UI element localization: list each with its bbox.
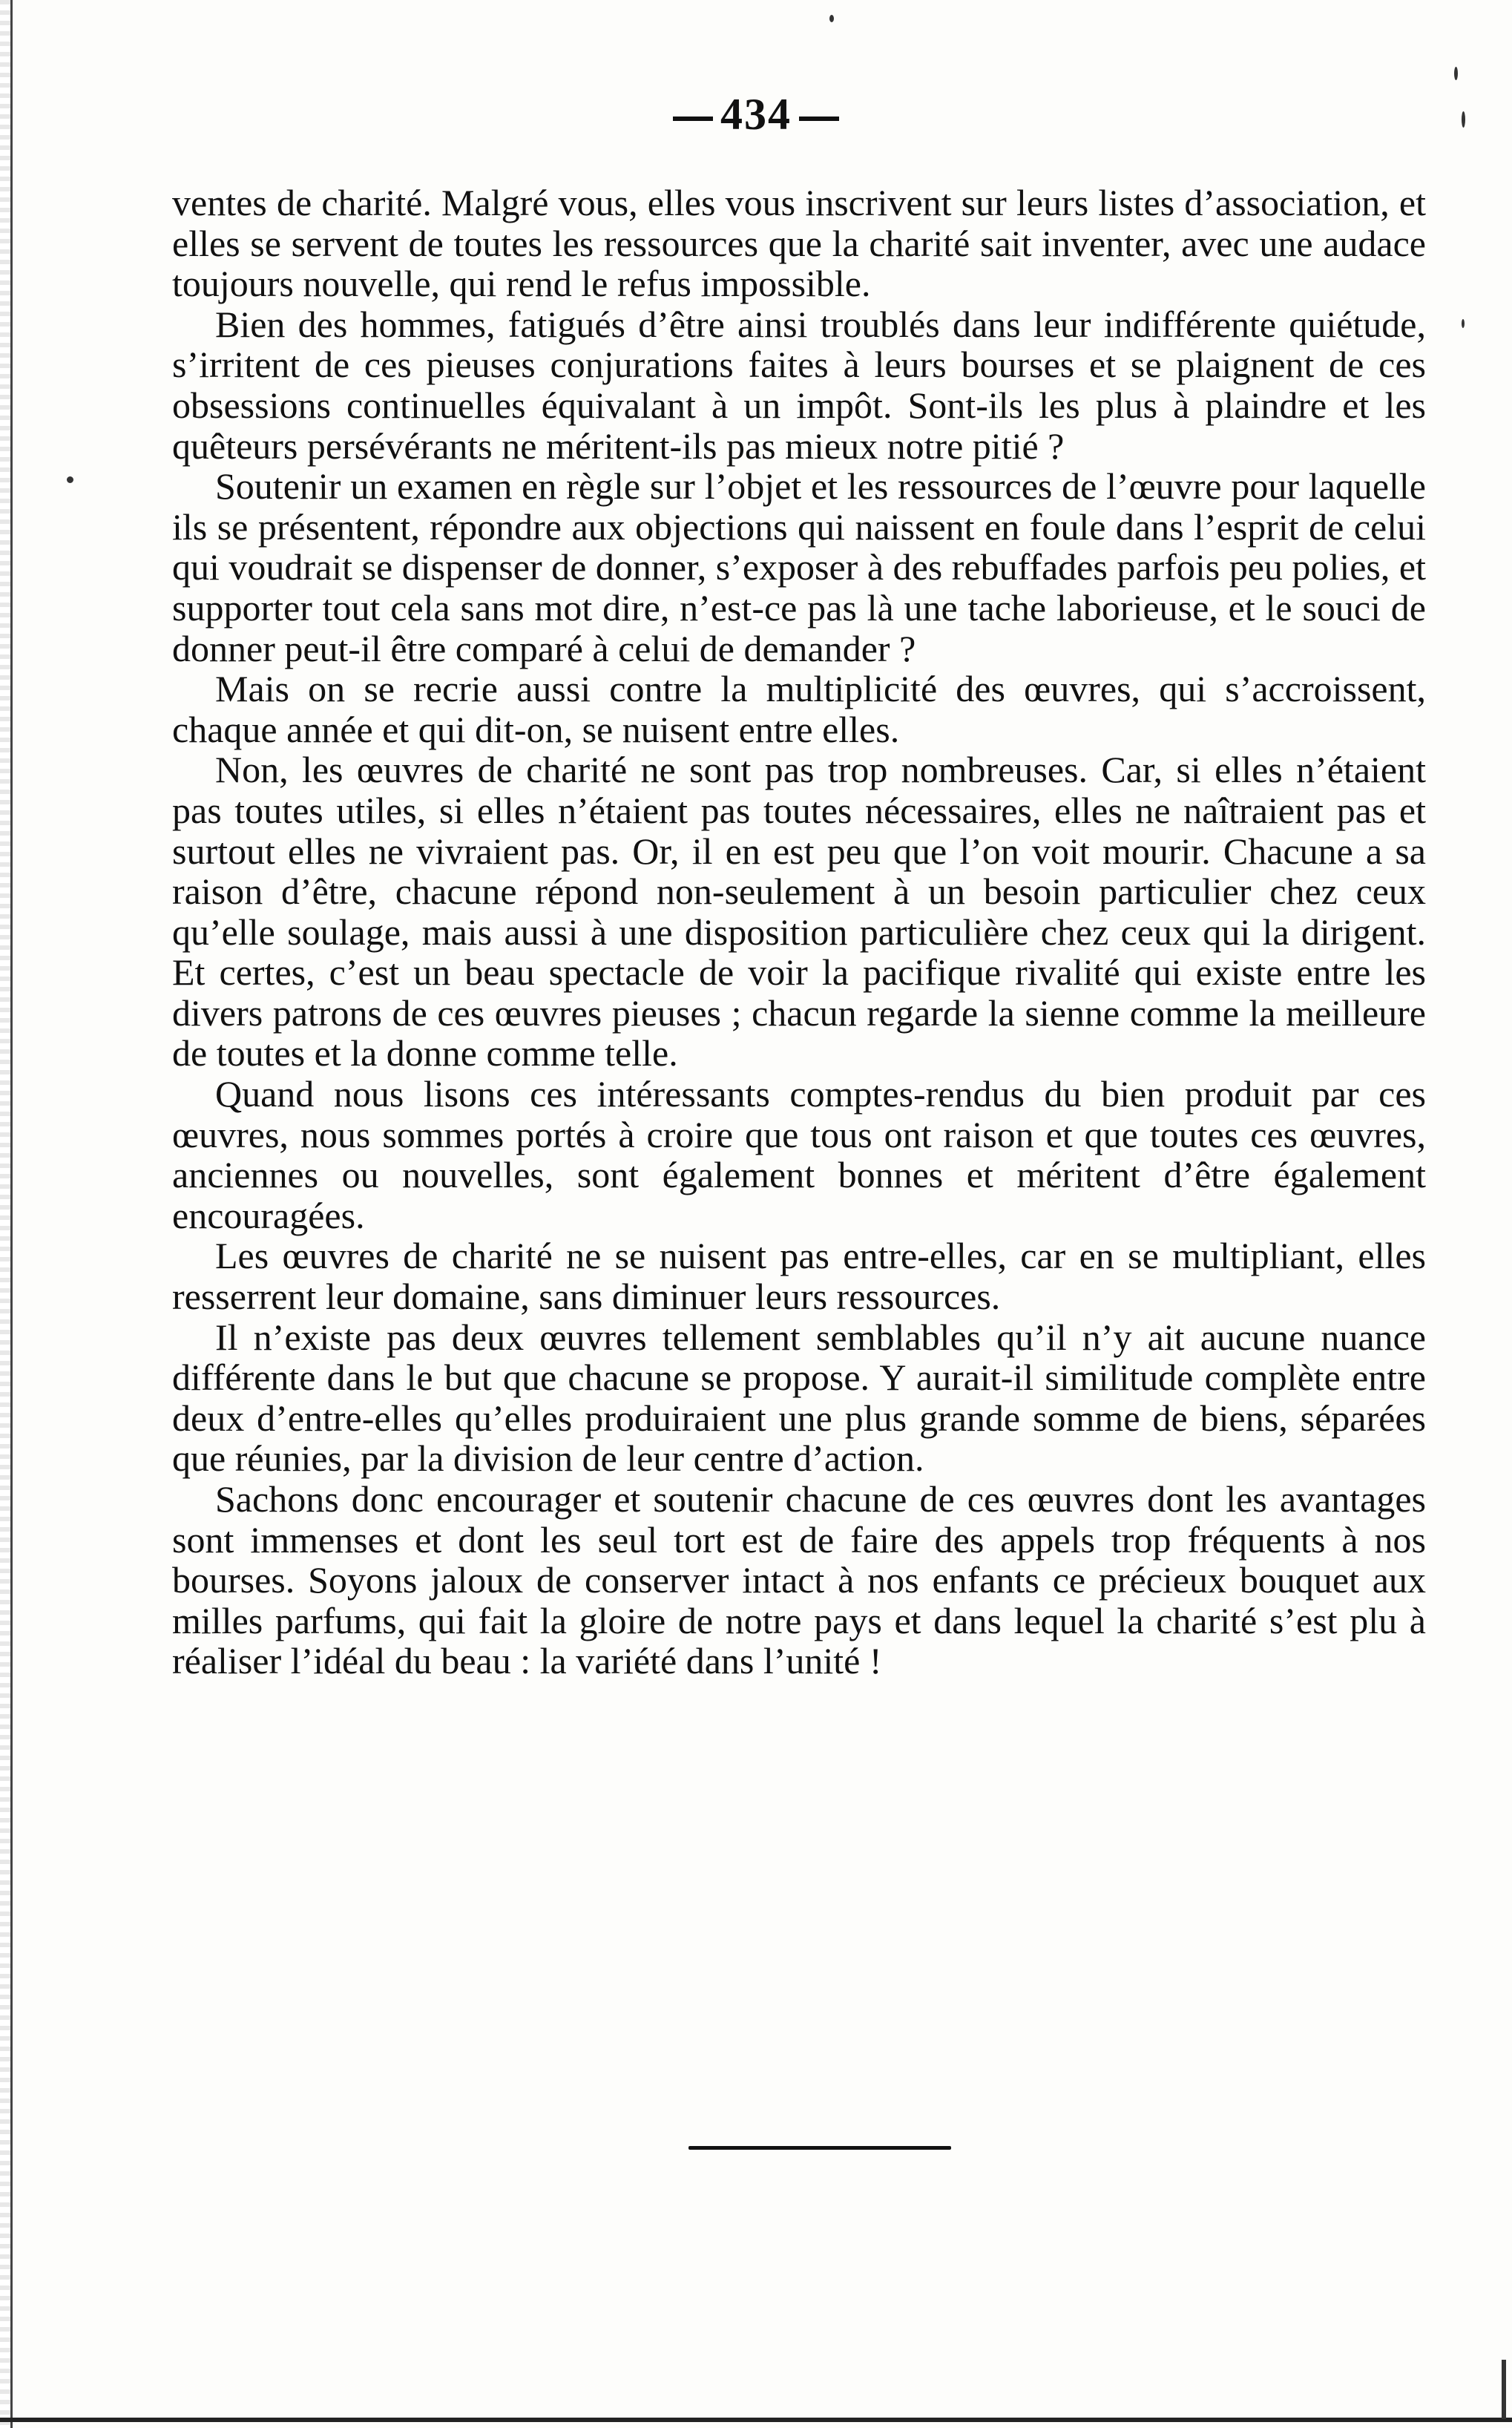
paragraph-7: Les œuvres de charité ne se nuisent pas entre-elles, car en se multipliant, elles resserrent leur domaine, sans diminuer leurs ressources. xyxy=(172,1235,1426,1318)
page-number: 434 xyxy=(720,90,792,139)
paragraph-2: Bien des hommes, fatigués d’être ainsi troublés dans leur indifférente quiétude, s’irritent de ces pieuses conjurations faites à leurs bourses et se plaignent de ces obsessions continuelles équivalant à un impôt. Sont-ils les plus à plaindre et les quêteurs persévérants ne méritent-ils pas mieux notre pitié ? xyxy=(172,303,1426,467)
paragraph-3: Soutenir un examen en règle sur l’objet et les ressources de l’œuvre pour laquelle ils se présentent, répondre aux objections qui naissent en foule dans l’esprit de celui qui voudrait se dispenser de donner, s’exposer à des rebuffades parfois peu polies, et supporter tout cela sans mot dire, n’est-ce pas là une tache laborieuse, et le souci de donner peut-il être comparé à celui de demander ? xyxy=(172,465,1426,669)
end-rule xyxy=(688,2146,951,2150)
paragraph-1: ventes de charité. Malgré vous, elles vous inscrivent sur leurs listes d’association, et elles se servent de toutes les ressources que la charité sait inventer, avec une audace toujours nouvelle, qui rend le refus impossible. xyxy=(172,182,1426,305)
scan-speck xyxy=(67,476,73,483)
page-number-header xyxy=(0,89,1512,140)
scan-speck xyxy=(1462,319,1465,328)
scan-speck xyxy=(1462,111,1465,128)
page-left-edge xyxy=(0,0,13,2428)
page-bottom-edge xyxy=(0,2418,1512,2422)
paragraph-6: Quand nous lisons ces intéressants comptes-rendus du bien produit par ces œuvres, nous sommes portés à croire que tous ont raison et que toutes ces œuvres, anciennes ou nouvelles, sont également bonnes et méritent d’être également encouragées. xyxy=(172,1073,1426,1236)
scan-speck xyxy=(1454,67,1458,80)
paragraph-8: Il n’existe pas deux œuvres tellement semblables qu’il n’y ait aucune nuance différente dans le but que chacune se propose. Y aurait-il similitude complète entre deux d’entre-elles qu’elles produiraient une plus grande somme de biens, séparées que réunies, par la division de leur centre d’action. xyxy=(172,1316,1426,1480)
scan-speck xyxy=(829,15,834,22)
paragraph-5: Non, les œuvres de charité ne sont pas trop nombreuses. Car, si elles n’étaient pas toutes utiles, si elles n’étaient pas toutes nécessaires, elles ne naîtraient pas et surtout elles ne vivraient pas. Or, il en est peu que l’on voit mourir. Chacune a sa raison d’être, chacune répond non-seulement à un besoin particulier chez ceux qu’elle soulage, mais aussi à une disposition particulière chez ceux qui la dirigent. Et certes, c’est un beau spectacle de voir la pacifique rivalité qui existe entre les divers patrons de ces œuvres pieuses ; chacun regarde la sienne comme la meilleure de toutes et la donne comme telle. xyxy=(172,749,1426,1074)
page-number-dash-right xyxy=(799,117,839,121)
paragraph-9: Sachons donc encourager et soutenir chacune de ces œuvres dont les avantages sont immenses et dont les seul tort est de faire des appels trop fréquents à nos bourses. Soyons jaloux de conserver intact à nos enfants ce précieux bouquet aux milles parfums, qui fait la gloire de notre pays et dans lequel la charité s’est plu à réaliser l’idéal du beau : la variété dans l’unité ! xyxy=(172,1478,1426,1682)
paragraph-4: Mais on se recrie aussi contre la multiplicité des œuvres, qui s’accroissent, chaque année et qui dit-on, se nuisent entre elles. xyxy=(172,668,1426,750)
body-text xyxy=(172,183,1426,1681)
page-right-edge xyxy=(1502,2360,1506,2419)
page-number-dash-left xyxy=(673,117,713,121)
